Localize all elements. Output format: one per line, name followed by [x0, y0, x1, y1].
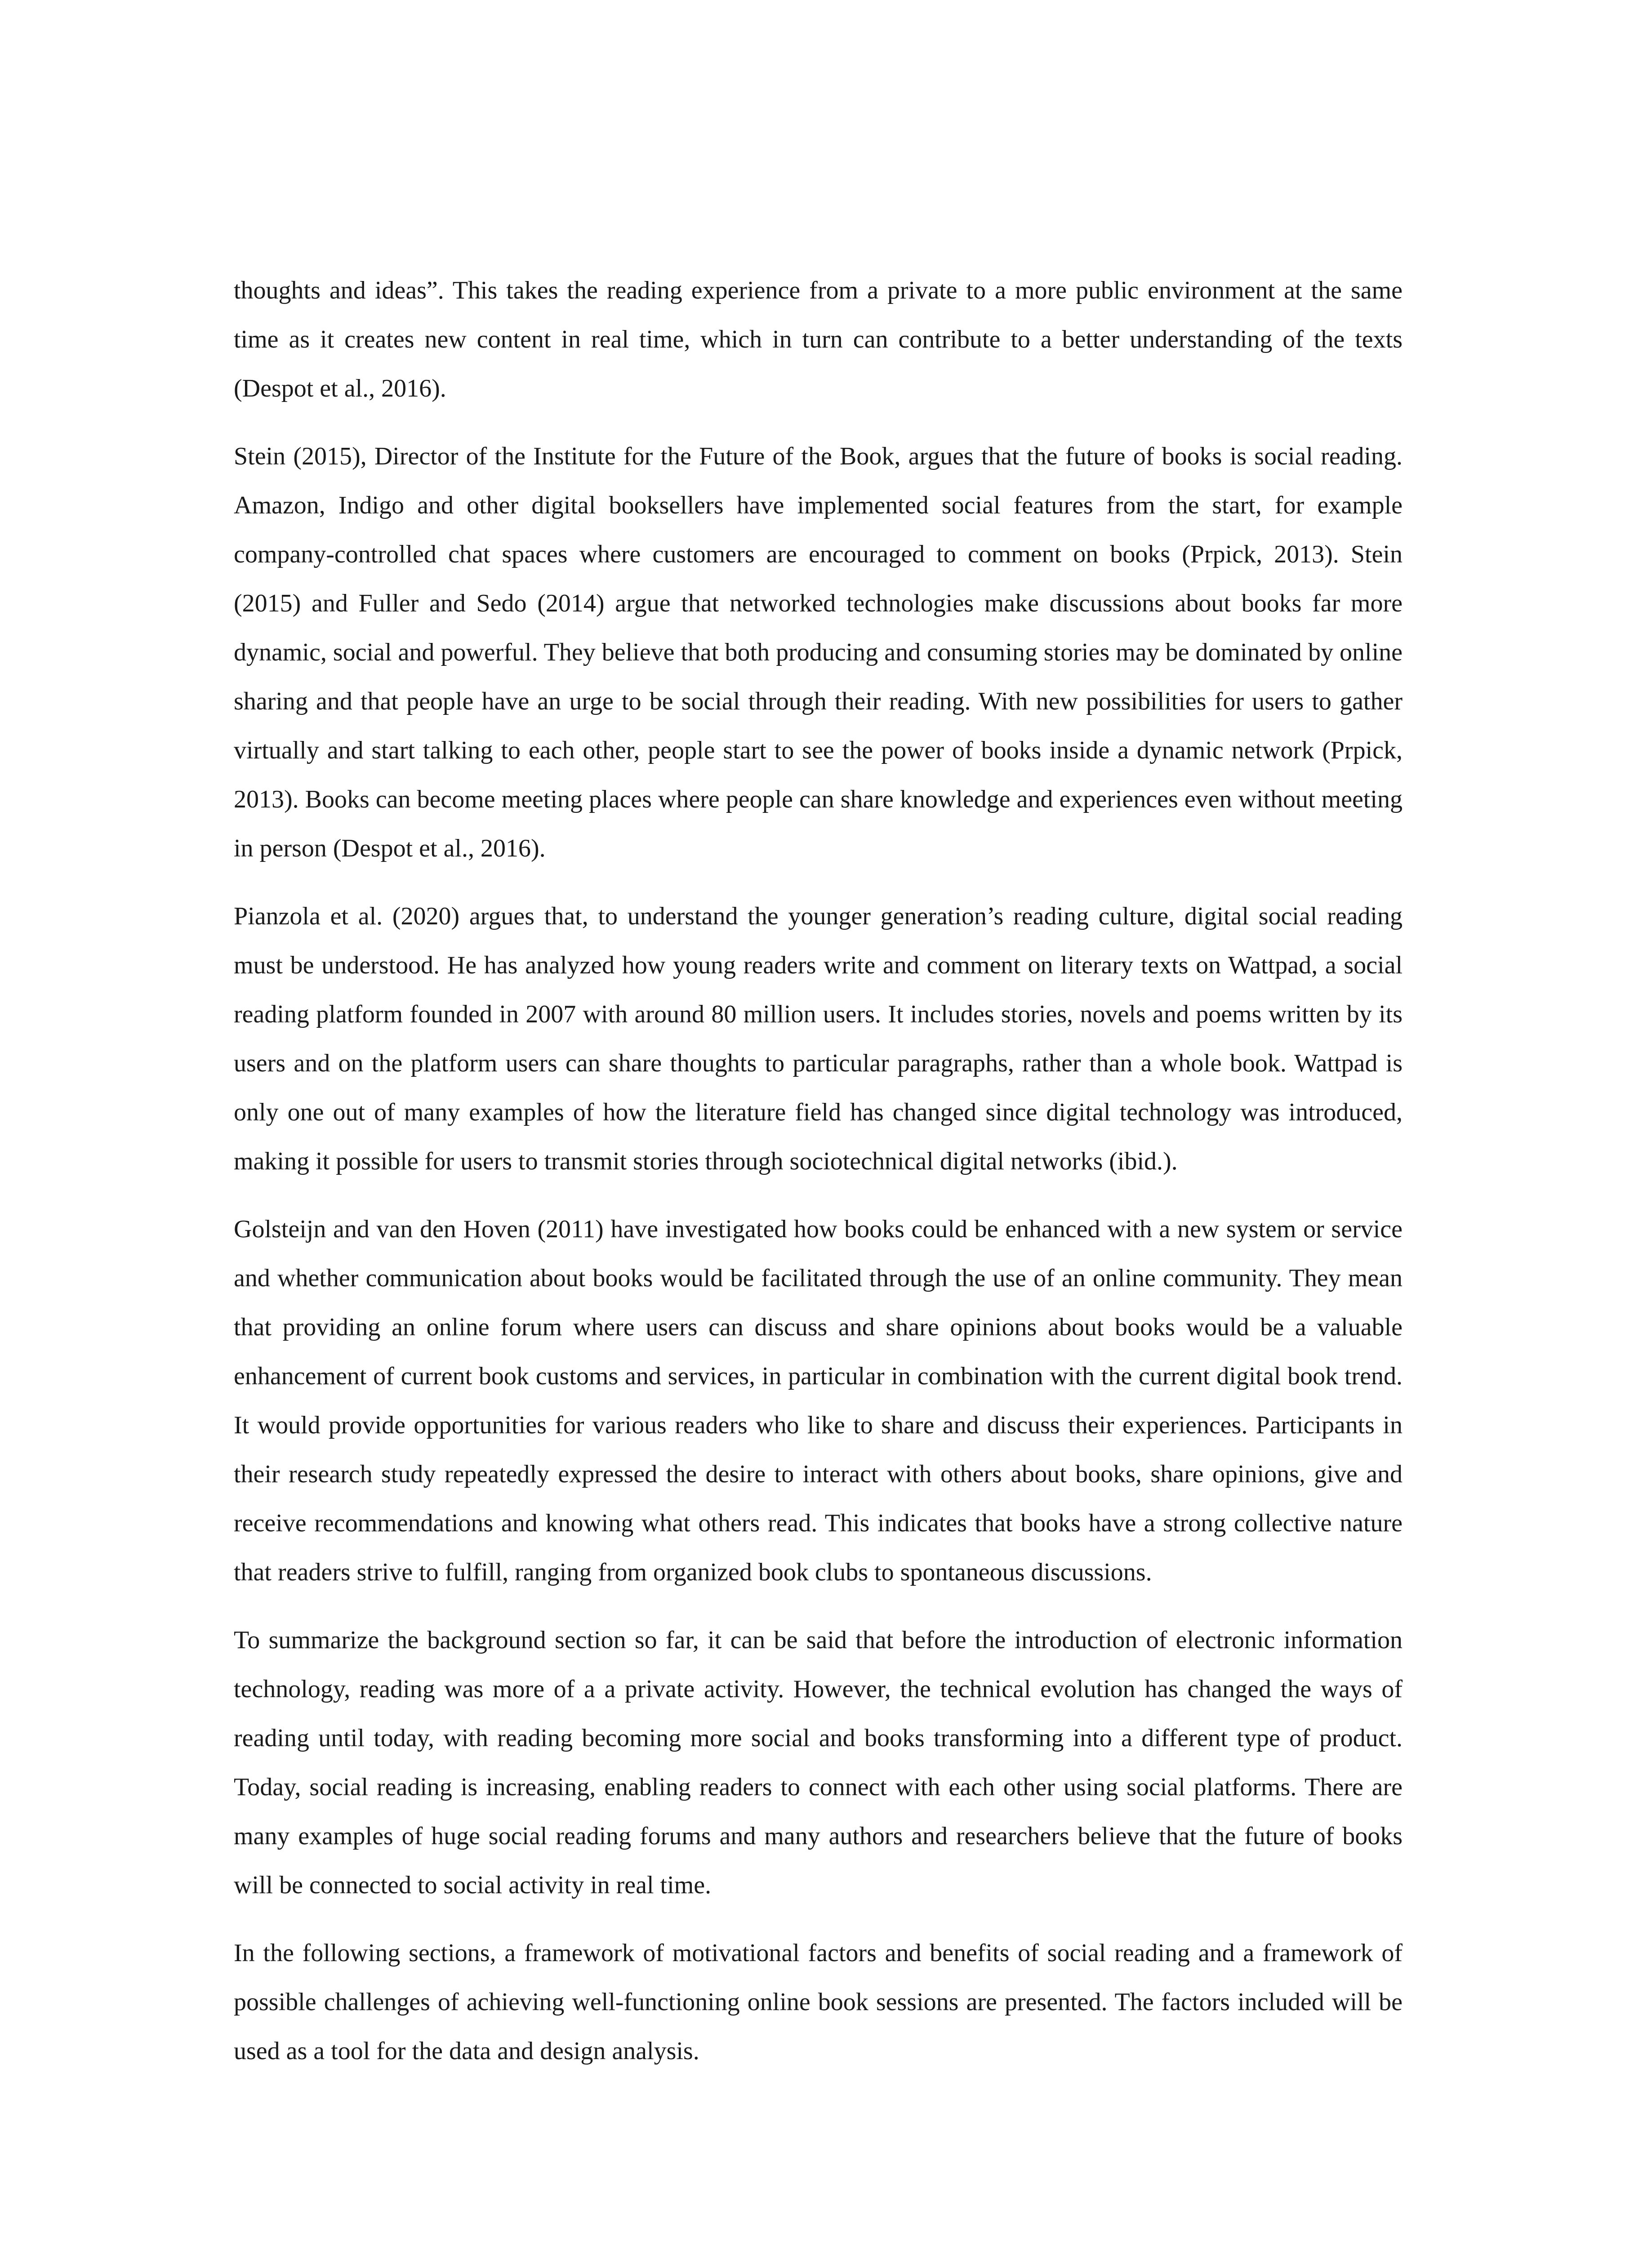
paragraph-golsteijn: Golsteijn and van den Hoven (2011) have investigated how books could be enhanced with a new system or service and whether communication about books would be facilitated through the use of an online community. They mean that providing an online forum where users can discuss and share opinions about books would be a valuable enhancement of current book customs and services, in particular in combination with the current digital book trend. It would provide opportunities for various readers who like to share and discuss their experiences. Participants in their research study repeatedly expressed the desire to interact with others about books, share opinions, give and receive recommendations and knowing what others read. This indicates that books have a strong collective nature that readers strive to fulfill, ranging from organized book clubs to spontaneous discussions. — [234, 1215, 1403, 1586]
paragraph-summary: To summarize the background section so far, it can be said that before the introduction of electronic information technology, reading was more of a a private activity. However, the technical evolution has changed the ways of reading until today, with reading becoming more social and books transforming into a different type of product. Today, social reading is increasing, enabling readers to connect with each other using social platforms. There are many examples of huge social reading forums and many authors and researchers believe that the future of books will be connected to social activity in real time. — [234, 1626, 1403, 1899]
paragraph-pianzola: Pianzola et al. (2020) argues that, to understand the younger generation’s reading culture, digital social reading must be understood. He has analyzed how young readers write and comment on literary texts on Wattpad, a social reading platform founded in 2007 with around 80 million users. It includes stories, novels and poems written by its users and on the platform users can share thoughts to particular paragraphs, rather than a whole book. Wattpad is only one out of many examples of how the literature field has changed since digital technology was introduced, making it possible for users to transmit stories through sociotechnical digital networks (ibid.). — [234, 902, 1403, 1175]
paragraph-following-sections: In the following sections, a framework of motivational factors and benefits of social reading and a framework of possible challenges of achieving well-functioning online book sessions are presented. The factors included will be used as a tool for the data and design analysis. — [234, 1939, 1403, 2065]
paragraph-continuation: thoughts and ideas”. This takes the reading experience from a private to a more public environment at the same time as it creates new content in real time, which in turn can contribute to a better understanding of the texts (Despot et al., 2016). — [234, 277, 1403, 402]
body-text — [234, 266, 1403, 2076]
paragraph-stein: Stein (2015), Director of the Institute for the Future of the Book, argues that the future of books is social reading. Amazon, Indigo and other digital booksellers have implemented social features from the start, for example company-controlled chat spaces where customers are encouraged to comment on books (Prpick, 2013). Stein (2015) and Fuller and Sedo (2014) argue that networked technologies make discussions about books far more dynamic, social and powerful. They believe that both producing and consuming stories may be dominated by online sharing and that people have an urge to be social through their reading. With new possibilities for users to gather virtually and start talking to each other, people start to see the power of books inside a dynamic network (Prpick, 2013). Books can become meeting places where people can share knowledge and experiences even without meeting in person (Despot et al., 2016). — [234, 442, 1403, 862]
